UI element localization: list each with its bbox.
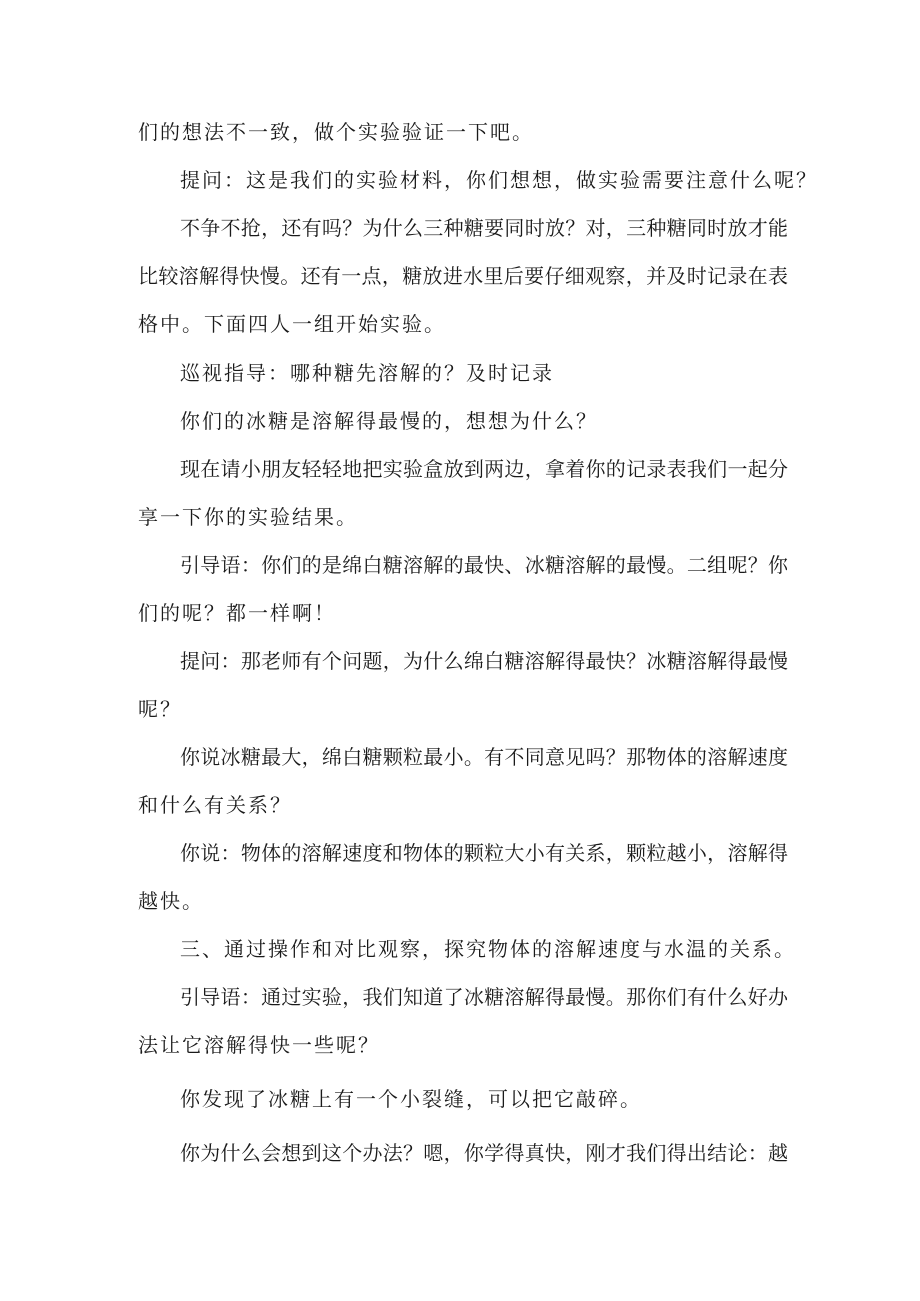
paragraph-line: 格中。下面四人一组开始实验。 bbox=[138, 312, 446, 336]
paragraph-line: 你们的冰糖是溶解得最慢的，想想为什么？ bbox=[180, 409, 598, 433]
paragraph-line: 你说：物体的溶解速度和物体的颗粒大小有关系，颗粒越小，溶解得 bbox=[180, 841, 788, 865]
paragraph-line: 现在请小朋友轻轻地把实验盒放到两边，拿着你的记录表我们一起分 bbox=[180, 457, 788, 481]
paragraph-line: 巡视指导：哪种糖先溶解的？及时记录 bbox=[180, 361, 554, 385]
paragraph-line: 三、通过操作和对比观察，探究物体的溶解速度与水温的关系。 bbox=[180, 937, 796, 961]
paragraph-line: 们的呢？都一样啊！ bbox=[138, 601, 336, 625]
paragraph-line: 比较溶解得快慢。还有一点，糖放进水里后要仔细观察，并及时记录在表 bbox=[138, 264, 788, 288]
paragraph-line: 引导语：你们的是绵白糖溶解的最快、冰糖溶解的最慢。二组呢？你 bbox=[180, 553, 788, 577]
paragraph-line: 你发现了冰糖上有一个小裂缝，可以把它敲碎。 bbox=[180, 1087, 642, 1111]
paragraph-line: 呢？ bbox=[138, 697, 182, 721]
paragraph-line: 和什么有关系？ bbox=[138, 793, 292, 817]
paragraph-line: 提问：那老师有个问题，为什么绵白糖溶解得最快？冰糖溶解得最慢 bbox=[180, 649, 788, 673]
paragraph-line: 不争不抢，还有吗？为什么三种糖要同时放？对，三种糖同时放才能 bbox=[180, 216, 788, 240]
paragraph-line: 你为什么会想到这个办法？嗯，你学得真快，刚才我们得出结论：越 bbox=[180, 1141, 788, 1165]
paragraph-line: 引导语：通过实验，我们知道了冰糖溶解得最慢。那你们有什么好办 bbox=[180, 985, 788, 1009]
paragraph-line: 享一下你的实验结果。 bbox=[138, 505, 358, 529]
paragraph-line: 提问：这是我们的实验材料，你们想想，做实验需要注意什么呢？ bbox=[180, 168, 818, 192]
paragraph-line: 你说冰糖最大，绵白糖颗粒最小。有不同意见吗？那物体的溶解速度 bbox=[180, 745, 788, 769]
paragraph-line: 法让它溶解得快一些呢？ bbox=[138, 1033, 380, 1057]
paragraph-line: 们的想法不一致，做个实验验证一下吧。 bbox=[138, 120, 534, 144]
paragraph-line: 越快。 bbox=[138, 889, 204, 913]
